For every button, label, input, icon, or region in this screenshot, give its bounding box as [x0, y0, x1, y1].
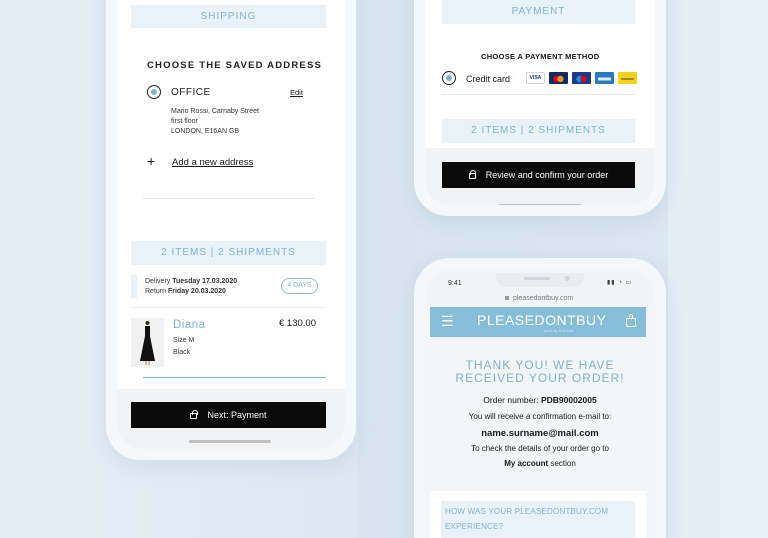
items-shipments-bar: 2 ITEMS | 2 SHIPMENTS: [442, 119, 635, 143]
product-name-link[interactable]: Diana: [173, 319, 206, 331]
status-time: 9:41: [448, 280, 462, 287]
payment-section-bar: PAYMENT: [442, 0, 635, 24]
shipment-marker: [131, 275, 137, 298]
review-confirm-button[interactable]: [442, 162, 635, 188]
lock-icon: [190, 413, 197, 419]
choose-payment-heading: CHOOSE A PAYMENT METHOD: [481, 52, 600, 61]
shopping-bag-icon[interactable]: [626, 318, 636, 327]
product-color: Black: [173, 349, 191, 356]
home-indicator: [189, 440, 271, 443]
lock-icon: [505, 296, 509, 300]
maestro-icon: [572, 72, 591, 84]
choose-address-heading: CHOOSE THE SAVED ADDRESS: [147, 60, 323, 71]
brand-logo[interactable]: PLEASEDONTBUY: [477, 312, 607, 328]
thank-you-line-2: RECEIVED YOUR ORDER!: [455, 371, 625, 385]
thank-you-heading: [425, 359, 655, 385]
email-address: name.surname@mail.com: [481, 428, 599, 439]
edit-address-link[interactable]: Edit: [290, 88, 303, 97]
next-payment-button[interactable]: [131, 402, 326, 428]
days-badge: 4 DAYS: [281, 278, 318, 294]
accent-divider: [143, 377, 326, 378]
amex-icon: [595, 72, 614, 84]
site-header: [430, 307, 646, 337]
home-indicator: [499, 204, 581, 205]
order-number-row: [425, 395, 655, 405]
mybank-icon: [618, 72, 637, 84]
phone-shipping: [106, 0, 356, 460]
plus-icon[interactable]: +: [147, 153, 156, 169]
address-line-1: Mario Rossi, Carnaby Street: [171, 108, 259, 115]
hamburger-menu-icon[interactable]: ☰: [441, 313, 454, 329]
credit-card-label: Credit card: [466, 74, 511, 84]
phone-payment: [414, 0, 666, 216]
experience-line-2: EXPERIENCE?: [445, 522, 504, 531]
my-account-row: [425, 459, 655, 468]
notch: [496, 273, 584, 287]
url-text: pleasedontbuy.com: [513, 295, 574, 302]
review-confirm-label: Review and confirm your order: [485, 170, 609, 180]
return-row: [145, 288, 226, 295]
return-label: Return: [145, 288, 167, 295]
experience-line-1: HOW WAS YOUR PLEASEDONTBUY.COM: [445, 507, 609, 516]
address-name: OFFICE: [171, 87, 211, 98]
address-line-3: LONDON, E16AN GB: [171, 128, 240, 135]
divider: [442, 94, 635, 95]
items-shipments-bar: 2 ITEMS | 2 SHIPMENTS: [131, 241, 326, 265]
credit-card-radio-selected[interactable]: [442, 71, 456, 85]
experience-box[interactable]: [441, 501, 635, 538]
my-account-link[interactable]: My account: [504, 459, 549, 468]
product-size: Size M: [173, 337, 195, 344]
status-icons: ▮▮ ◔ ▭: [607, 280, 633, 286]
delivery-date: Tuesday 17.03.2020: [172, 278, 238, 285]
next-payment-label: Next: Payment: [207, 410, 267, 420]
return-date: Friday 20.03.2020: [167, 288, 226, 295]
speaker: [524, 277, 550, 280]
add-new-address-link[interactable]: Add a new address: [172, 157, 254, 168]
confirmation-text: You will receive a confirmation e-mail to:: [468, 412, 612, 421]
delivery-row: [145, 278, 237, 285]
brand-tagline: quality finesse: [544, 329, 574, 333]
mastercard-icon: [549, 72, 568, 84]
divider: [143, 198, 315, 199]
camera: [565, 276, 570, 281]
order-number-label: Order number:: [483, 395, 539, 405]
delivery-label: Delivery: [145, 278, 171, 285]
details-text: To check the details of your order go to: [471, 444, 609, 453]
thank-you-line-1: THANK YOU! WE HAVE: [465, 358, 615, 372]
section-text: section: [550, 459, 576, 468]
lock-icon: [469, 173, 476, 179]
product-price: € 130.00: [279, 318, 316, 329]
address-line-2: first floor: [171, 118, 198, 125]
divider: [131, 307, 326, 308]
shipping-section-bar: SHIPPING: [131, 5, 326, 28]
phone-confirmation: [414, 258, 666, 538]
address-bar[interactable]: [505, 295, 573, 302]
order-number: PDB90002005: [540, 395, 597, 405]
address-radio-selected[interactable]: [147, 85, 161, 99]
product-image[interactable]: [131, 318, 164, 367]
visa-icon: VISA: [526, 72, 545, 84]
